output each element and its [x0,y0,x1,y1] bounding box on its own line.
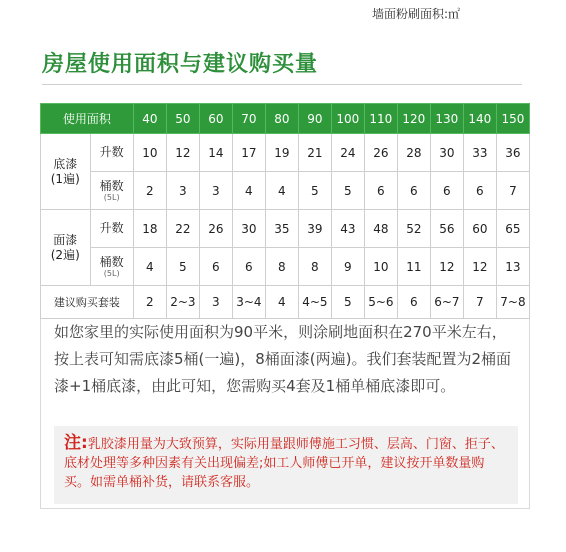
value-cell: 26 [199,210,232,248]
value-cell: 5 [331,286,364,319]
value-cell: 4 [133,248,166,286]
table-row [41,134,530,172]
row-label: 升数 [90,134,133,172]
row-label [90,172,133,210]
value-cell: 33 [463,134,496,172]
value-cell: 14 [199,134,232,172]
value-cell: 60 [463,210,496,248]
value-cell: 4 [232,172,265,210]
value-cell: 6 [397,286,430,319]
area-cell: 120 [397,104,430,134]
area-cell: 100 [331,104,364,134]
value-cell: 4 [265,286,298,319]
value-cell: 6~7 [430,286,463,319]
value-cell: 2 [133,286,166,319]
value-cell: 8 [298,248,331,286]
area-cell: 50 [166,104,199,134]
group-label-topcoat [41,210,91,286]
value-cell: 3 [166,172,199,210]
value-cell: 3 [199,172,232,210]
warning-text: 乳胶漆用量为大致预算，实际用量跟师傅施工习惯、层高、门窗、拒子、底材处理等多种因素有关出现偏差;如工人师傅已开单，建议按开单数量购买。如需单桶补货，请联系客服。 [64,437,504,490]
value-cell: 26 [364,134,397,172]
table-header-row [41,104,530,134]
area-cell: 90 [298,104,331,134]
value-cell: 6 [397,172,430,210]
area-cell: 140 [463,104,496,134]
value-cell: 3 [199,286,232,319]
table-row [41,172,530,210]
value-cell: 12 [463,248,496,286]
warning-label: 注: [64,433,88,453]
example-note: 如您家里的实际使用面积为90平米，则涂刷地面积在270平米左右，按上表可知需底漆5桶(一遍)，8桶面漆(两遍)。我们套装配置为2桶面漆+1桶底漆，由此可知，您需购买4套及1桶单桶底漆即可。 [54,323,512,395]
value-cell: 13 [496,248,529,286]
group-coats: (1遍) [50,171,80,186]
area-cell: 80 [265,104,298,134]
area-cell: 110 [364,104,397,134]
corner-note: 墙面粉刷面积:㎡ [372,7,461,21]
row-label-text: 桶数 [99,178,124,193]
value-cell: 18 [133,210,166,248]
value-cell: 43 [331,210,364,248]
row-unit: (5L) [103,268,120,278]
value-cell: 56 [430,210,463,248]
value-cell: 22 [166,210,199,248]
value-cell: 6 [463,172,496,210]
value-cell: 5~6 [364,286,397,319]
value-cell: 7 [463,286,496,319]
page-title: 房屋使用面积与建议购买量 [42,52,319,77]
value-cell: 48 [364,210,397,248]
area-cell: 130 [430,104,463,134]
value-cell: 19 [265,134,298,172]
header-label: 使用面积 [41,104,134,134]
group-name: 底漆 [53,156,78,171]
value-cell: 12 [430,248,463,286]
value-cell: 6 [364,172,397,210]
value-cell: 36 [496,134,529,172]
usage-table [40,103,530,319]
value-cell: 4~5 [298,286,331,319]
value-cell: 6 [430,172,463,210]
value-cell: 5 [298,172,331,210]
value-cell: 3~4 [232,286,265,319]
value-cell: 52 [397,210,430,248]
table-row [41,248,530,286]
value-cell: 6 [232,248,265,286]
row-label [90,248,133,286]
value-cell: 6 [199,248,232,286]
table-row-suggest [41,286,530,319]
suggest-label: 建议购买套装 [41,286,134,319]
value-cell: 17 [232,134,265,172]
group-coats: (2遍) [50,247,80,262]
value-cell: 21 [298,134,331,172]
value-cell: 28 [397,134,430,172]
value-cell: 30 [430,134,463,172]
group-name: 面漆 [53,232,78,247]
value-cell: 35 [265,210,298,248]
row-unit: (5L) [103,192,120,202]
title-divider [42,84,522,85]
table-row [41,210,530,248]
row-label: 升数 [90,210,133,248]
area-cell: 60 [199,104,232,134]
value-cell: 10 [133,134,166,172]
value-cell: 9 [331,248,364,286]
area-cell: 150 [496,104,529,134]
row-label-text: 桶数 [99,254,124,269]
value-cell: 4 [265,172,298,210]
value-cell: 7~8 [496,286,529,319]
value-cell: 12 [166,134,199,172]
value-cell: 24 [331,134,364,172]
value-cell: 7 [496,172,529,210]
value-cell: 5 [166,248,199,286]
value-cell: 2 [133,172,166,210]
value-cell: 65 [496,210,529,248]
area-cell: 40 [133,104,166,134]
value-cell: 2~3 [166,286,199,319]
warning-box [54,426,518,504]
value-cell: 39 [298,210,331,248]
value-cell: 8 [265,248,298,286]
area-cell: 70 [232,104,265,134]
value-cell: 5 [331,172,364,210]
group-label-primer [41,134,91,210]
value-cell: 11 [397,248,430,286]
value-cell: 10 [364,248,397,286]
value-cell: 30 [232,210,265,248]
